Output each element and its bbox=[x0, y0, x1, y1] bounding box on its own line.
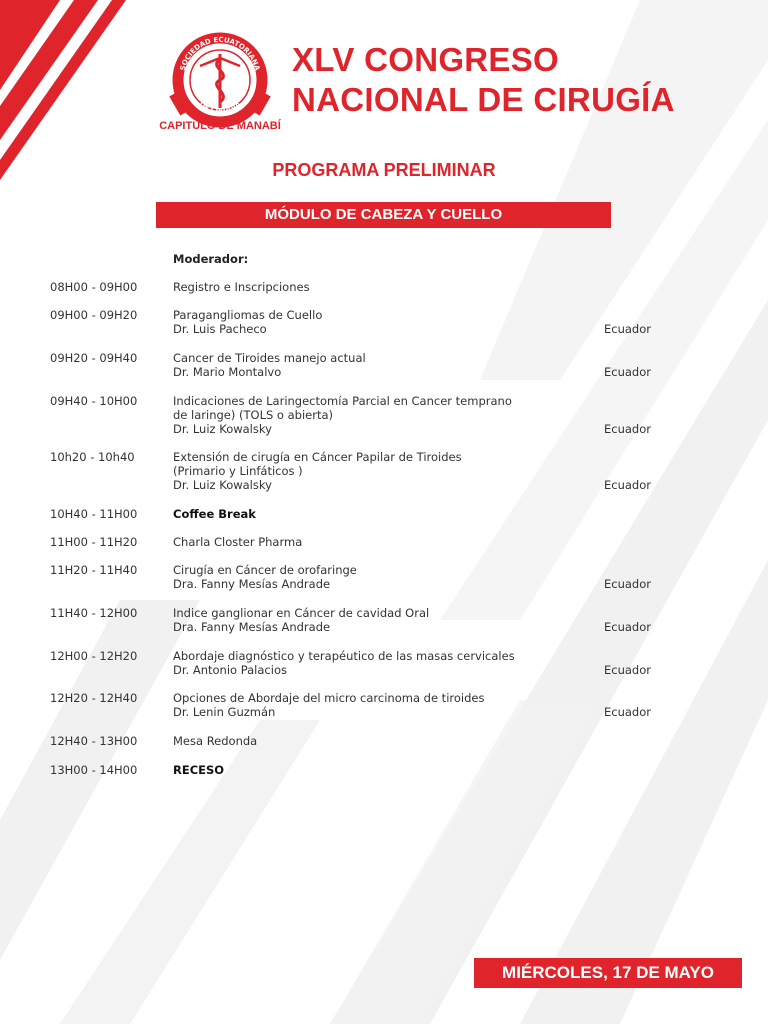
logo-ring-top-text: SOCIEDAD ECUATORIANA bbox=[178, 35, 262, 72]
schedule-description bbox=[173, 649, 583, 677]
schedule-description bbox=[173, 563, 583, 591]
schedule-description bbox=[173, 606, 583, 634]
schedule-line: Dr. Antonio Palacios bbox=[173, 663, 287, 677]
schedule-line: Cirugía en Cáncer de orofaringe bbox=[173, 563, 357, 577]
schedule-time: 12H00 - 12H20 bbox=[50, 649, 138, 663]
title-line-1: XLV CONGRESO bbox=[292, 41, 560, 78]
schedule-description bbox=[173, 535, 583, 549]
schedule-time: 09H40 - 10H00 bbox=[50, 394, 138, 408]
schedule-time: 08H00 - 09H00 bbox=[50, 280, 138, 294]
schedule-line: Opciones de Abordaje del micro carcinoma de tiroides bbox=[173, 691, 485, 705]
schedule-line: Registro e Inscripciones bbox=[173, 280, 310, 294]
logo-ring-bottom-text: DE CIRUGIA bbox=[197, 100, 243, 115]
schedule-line: Mesa Redonda bbox=[173, 734, 258, 748]
schedule-description bbox=[173, 763, 583, 777]
schedule-line: Abordaje diagnóstico y terapéutico de las masas cervicales bbox=[173, 649, 515, 663]
schedule-description bbox=[173, 450, 583, 492]
schedule-country: Ecuador bbox=[604, 322, 651, 336]
schedule-line: Dr. Lenin Guzmán bbox=[173, 705, 276, 719]
moderator-label: Moderador: bbox=[173, 252, 249, 266]
schedule-line: Dr. Luiz Kowalsky bbox=[173, 422, 272, 436]
schedule-country: Ecuador bbox=[604, 365, 651, 379]
module-banner: MÓDULO DE CABEZA Y CUELLO bbox=[156, 202, 611, 228]
schedule-time: 10h20 - 10h40 bbox=[50, 450, 135, 464]
schedule-country: Ecuador bbox=[604, 577, 651, 591]
date-banner: MIÉRCOLES, 17 DE MAYO bbox=[474, 958, 742, 988]
schedule-line: Dr. Luis Pacheco bbox=[173, 322, 267, 336]
schedule-country: Ecuador bbox=[604, 663, 651, 677]
logo-caption: CAPITULO DE MANABÍ bbox=[159, 120, 281, 132]
schedule-description bbox=[173, 507, 583, 521]
schedule-line: Dra. Fanny Mesías Andrade bbox=[173, 620, 331, 634]
schedule-line: Indice ganglionar en Cáncer de cavidad Oral bbox=[173, 606, 430, 620]
schedule-line: Dra. Fanny Mesías Andrade bbox=[173, 577, 331, 591]
schedule-time: 13H00 - 14H00 bbox=[50, 763, 138, 777]
program-subtitle: PROGRAMA PRELIMINAR bbox=[272, 160, 496, 180]
schedule-line: Charla Closter Pharma bbox=[173, 535, 303, 549]
schedule-line: de laringe) (TOLS o abierta) bbox=[173, 408, 334, 422]
schedule-line: Cancer de Tiroides manejo actual bbox=[173, 351, 366, 365]
schedule-time: 12H40 - 13H00 bbox=[50, 734, 138, 748]
schedule-line: Paragangliomas de Cuello bbox=[173, 308, 323, 322]
schedule-line: (Primario y Linfáticos ) bbox=[173, 464, 303, 478]
schedule-line: Coffee Break bbox=[173, 507, 256, 521]
schedule-description bbox=[173, 734, 583, 748]
schedule-description bbox=[173, 280, 583, 294]
congress-title bbox=[292, 40, 675, 120]
schedule-country: Ecuador bbox=[604, 478, 651, 492]
schedule-line: Extensión de cirugía en Cáncer Papilar de Tiroides bbox=[173, 450, 462, 464]
schedule-time: 09H00 - 09H20 bbox=[50, 308, 138, 322]
schedule-description bbox=[173, 308, 583, 336]
schedule-country: Ecuador bbox=[604, 705, 651, 719]
schedule-line: RECESO bbox=[173, 763, 225, 777]
schedule-country: Ecuador bbox=[604, 620, 651, 634]
schedule-time: 12H20 - 12H40 bbox=[50, 691, 138, 705]
schedule-country: Ecuador bbox=[604, 422, 651, 436]
schedule-time: 09H20 - 09H40 bbox=[50, 351, 138, 365]
schedule-time: 11H40 - 12H00 bbox=[50, 606, 138, 620]
schedule-description bbox=[173, 691, 583, 719]
schedule-line: Dr. Luiz Kowalsky bbox=[173, 478, 272, 492]
schedule-description bbox=[173, 394, 583, 436]
schedule-time: 11H00 - 11H20 bbox=[50, 535, 138, 549]
schedule-description bbox=[173, 351, 583, 379]
schedule-line: Indicaciones de Laringectomía Parcial en Cancer temprano bbox=[173, 394, 512, 408]
schedule-time: 10H40 - 11H00 bbox=[50, 507, 138, 521]
schedule-time: 11H20 - 11H40 bbox=[50, 563, 138, 577]
title-line-2: NACIONAL DE CIRUGÍA bbox=[292, 81, 675, 118]
schedule-line: Dr. Mario Montalvo bbox=[173, 365, 282, 379]
